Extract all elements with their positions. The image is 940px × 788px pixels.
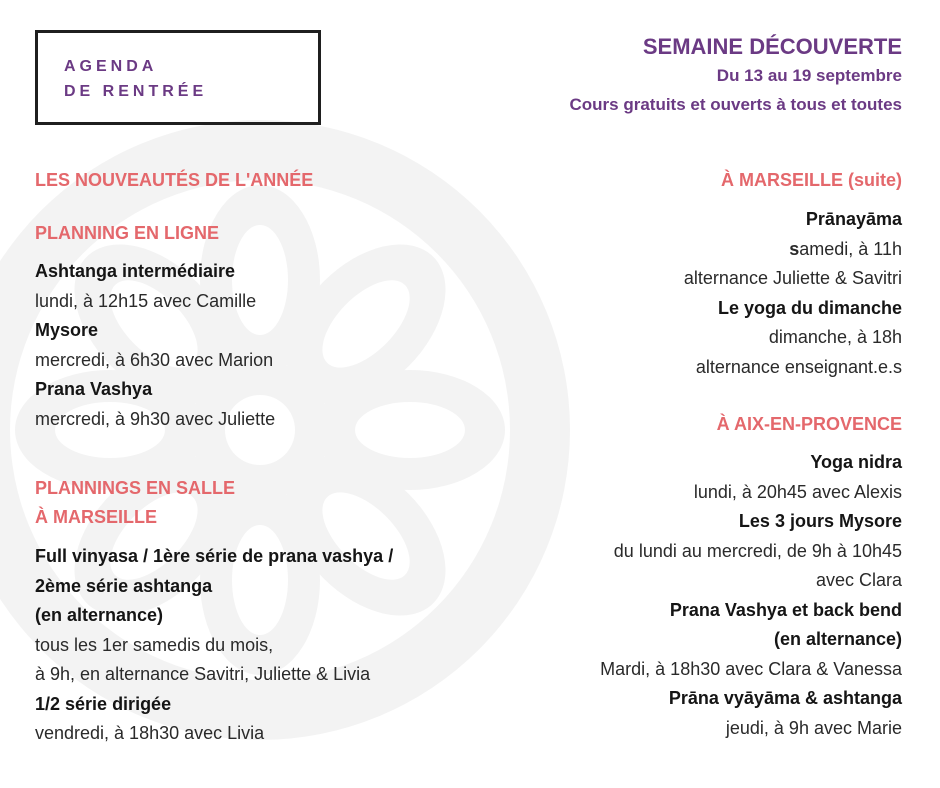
- class-detail: Mardi, à 18h30 avec Clara & Vanessa: [600, 658, 902, 679]
- header-block: [570, 33, 903, 119]
- section-planning-en-ligne: PLANNING EN LIGNE: [35, 223, 220, 243]
- class-name: 1/2 série dirigée: [35, 693, 172, 714]
- header-title: SEMAINE DÉCOUVERTE: [642, 34, 902, 59]
- class-name: Yoga nidra: [810, 452, 902, 472]
- class-name: Le yoga du dimanche: [717, 297, 902, 318]
- class-detail: mercredi, à 9h30 avec Juliette: [35, 408, 276, 429]
- section-aix: À AIX-EN-PROVENCE: [716, 414, 902, 434]
- detail-initial: s: [789, 238, 800, 259]
- class-name: Mysore: [35, 320, 99, 340]
- class-name: Prana Vashya: [35, 379, 153, 399]
- detail-rest: amedi, à 11h: [799, 238, 902, 259]
- right-column: [482, 166, 902, 743]
- class-detail: jeudi, à 9h avec Marie: [725, 717, 902, 738]
- class-detail: alternance enseignant.e.s: [695, 356, 902, 377]
- class-detail: lundi, à 12h15 avec Camille: [35, 290, 257, 311]
- class-name: Les 3 jours Mysore: [738, 511, 902, 531]
- left-column: [35, 166, 475, 749]
- class-name: (en alternance): [35, 605, 164, 625]
- title-line-1: AGENDA: [64, 58, 158, 75]
- class-detail: vendredi, à 18h30 avec Livia: [35, 723, 265, 743]
- title-line-2: DE RENTRÉE: [64, 83, 208, 100]
- class-name: Prāna vyāyāma & ashtanga: [668, 688, 902, 708]
- title-box: [35, 30, 321, 125]
- class-detail: dimanche, à 18h: [768, 327, 902, 347]
- section-nouveautes: LES NOUVEAUTÉS DE L'ANNÉE: [35, 170, 314, 190]
- class-name: 2ème série ashtanga: [35, 575, 213, 596]
- class-name: Full vinyasa / 1ère série de prana vashya /: [35, 546, 394, 566]
- class-name: Prana Vashya et back bend: [669, 599, 902, 620]
- header-dates: Du 13 au 19 septembre: [716, 66, 902, 85]
- class-detail: lundi, à 20h45 avec Alexis: [693, 481, 902, 502]
- section-marseille-suite: À MARSEILLE (suite): [720, 170, 902, 190]
- class-detail: avec Clara: [815, 570, 902, 590]
- class-detail: [482, 235, 902, 265]
- section-salle-title-2: À MARSEILLE: [35, 507, 158, 527]
- class-detail: tous les 1er samedis du mois,: [35, 634, 274, 655]
- class-detail: alternance Juliette & Savitri: [683, 268, 902, 288]
- class-detail: à 9h, en alternance Savitri, Juliette & Livia: [35, 664, 371, 684]
- class-detail: du lundi au mercredi, de 9h à 10h45: [613, 540, 902, 561]
- class-detail: mercredi, à 6h30 avec Marion: [35, 349, 274, 370]
- class-name: (en alternance): [773, 629, 902, 649]
- class-name: Prānayāma: [805, 209, 902, 229]
- section-salle-title-1: PLANNINGS EN SALLE: [35, 478, 236, 498]
- header-subtitle: Cours gratuits et ouverts à tous et toutes: [569, 95, 902, 114]
- class-name: Ashtanga intermédiaire: [35, 261, 236, 281]
